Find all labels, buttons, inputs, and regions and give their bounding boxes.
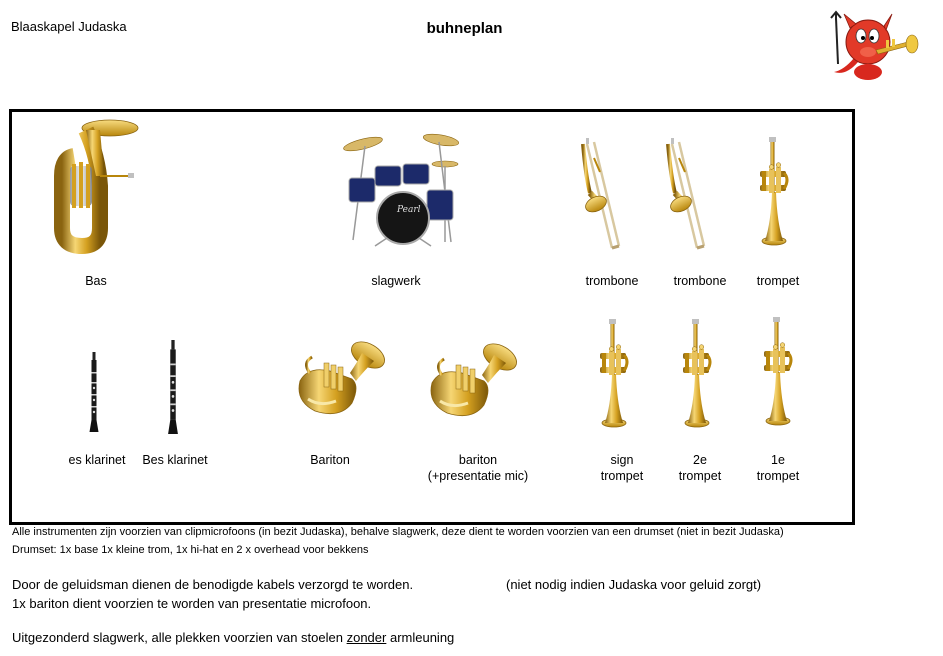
seating-text-after: armleuning xyxy=(389,630,455,645)
label-2e-trompet xyxy=(660,452,740,484)
label-trompet: trompet xyxy=(756,274,800,288)
baritone-icon-1 xyxy=(290,338,390,424)
tuba-icon xyxy=(52,116,140,251)
label-trombone-2: trombone xyxy=(673,274,727,288)
baritone-icon-2 xyxy=(422,340,522,426)
paragraph-seating xyxy=(12,629,454,647)
note-drumset: Drumset: 1x base 1x kleine trom, 1x hi-hat en 2 x overhead voor bekkens xyxy=(12,544,369,556)
seating-text-underlined: zonder xyxy=(346,630,387,645)
label-1e-trompet xyxy=(738,452,818,484)
label-bes-klarinet: Bes klarinet xyxy=(142,453,208,467)
label-es-klarinet: es klarinet xyxy=(68,453,126,467)
label-2e-trompet-line1: 2e xyxy=(693,453,707,467)
clarinet-icon-bes xyxy=(167,340,179,434)
label-sign-trompet xyxy=(582,452,662,484)
trumpet-icon-1e xyxy=(758,316,798,428)
page-title xyxy=(0,20,943,37)
label-bariton: Bariton xyxy=(310,453,350,467)
label-trombone-1: trombone xyxy=(585,274,639,288)
paragraph-cables-note: (niet nodig indien Judaska voor geluid zorgt) xyxy=(506,577,762,592)
paragraph-cables: Door de geluidsman dienen de benodigde kabels verzorgd te worden. xyxy=(12,577,414,592)
trumpet-icon-2e xyxy=(677,318,717,430)
label-bariton-mic xyxy=(410,452,546,484)
clarinet-icon-es xyxy=(88,352,100,432)
label-sign-trompet-line1: sign xyxy=(610,453,634,467)
trombone-icon-2 xyxy=(660,138,716,252)
label-1e-trompet-line2: trompet xyxy=(756,469,800,483)
seating-text-before: Uitgezonderd slagwerk, alle plekken voorzien van stoelen xyxy=(12,630,343,645)
label-1e-trompet-line1: 1e xyxy=(771,453,785,467)
devil-trumpet-mascot-icon xyxy=(828,12,924,82)
trombone-icon-1 xyxy=(578,138,628,252)
svg-text:Pearl: Pearl xyxy=(397,205,421,215)
label-bariton-mic-line1: bariton xyxy=(458,453,498,467)
note-microphones: Alle instrumenten zijn voorzien van clipmicrofoons (in bezit Judaska), behalve slagwerk, deze dient te worden voorzien van een drumset (niet in bezit Judaska) xyxy=(12,526,784,538)
label-sign-trompet-line2: trompet xyxy=(600,469,644,483)
label-2e-trompet-line2: trompet xyxy=(678,469,722,483)
title-text: buhneplan xyxy=(426,20,503,37)
label-bas: Bas xyxy=(85,274,107,288)
trumpet-icon-sign xyxy=(594,318,634,430)
trumpet-icon-1 xyxy=(754,136,794,248)
label-bariton-mic-line2: (+presentatie mic) xyxy=(427,469,529,483)
organization-name: Blaaskapel Judaska xyxy=(11,19,127,34)
paragraph-bariton-mic: 1x bariton dient voorzien te worden van presentatie microfoon. xyxy=(12,596,372,611)
drumkit-icon xyxy=(327,130,477,248)
label-slagwerk: slagwerk xyxy=(371,274,421,288)
